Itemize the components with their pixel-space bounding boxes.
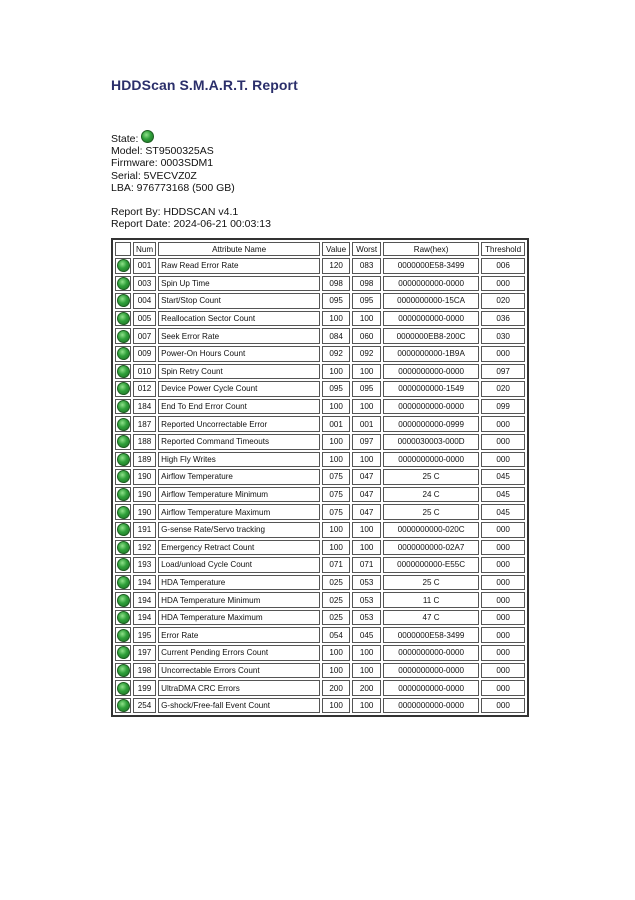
attribute-raw: 0000000000-0000 xyxy=(383,452,479,468)
attribute-worst: 100 xyxy=(352,311,381,327)
attribute-threshold: 000 xyxy=(481,680,525,696)
attribute-raw: 0000000000-0000 xyxy=(383,663,479,679)
table-row xyxy=(115,680,525,696)
attribute-threshold: 000 xyxy=(481,663,525,679)
table-row xyxy=(115,469,525,485)
attribute-value: 120 xyxy=(322,258,350,274)
attribute-raw: 0000000000-E55C xyxy=(383,557,479,573)
green-status-dot-icon xyxy=(117,699,130,712)
green-status-dot-icon xyxy=(117,576,130,589)
attribute-worst: 100 xyxy=(352,698,381,714)
attribute-raw: 11 C xyxy=(383,592,479,608)
attribute-worst: 100 xyxy=(352,645,381,661)
firmware-line: Firmware: 0003SDM1 xyxy=(111,157,214,170)
attribute-threshold: 097 xyxy=(481,364,525,380)
table-row xyxy=(115,487,525,503)
green-status-dot-icon xyxy=(117,629,130,642)
attribute-num: 010 xyxy=(133,364,156,380)
attribute-num: 188 xyxy=(133,434,156,450)
attribute-threshold: 020 xyxy=(481,293,525,309)
attribute-name: Raw Read Error Rate xyxy=(158,258,320,274)
attribute-raw: 0000000000-0000 xyxy=(383,698,479,714)
attribute-name: Load/unload Cycle Count xyxy=(158,557,320,573)
attribute-name: High Fly Writes xyxy=(158,452,320,468)
attribute-worst: 100 xyxy=(352,364,381,380)
attribute-worst: 047 xyxy=(352,469,381,485)
report-by-line: Report By: HDDSCAN v4.1 xyxy=(111,206,239,219)
attribute-name: HDA Temperature xyxy=(158,575,320,591)
table-row xyxy=(115,645,525,661)
table-row xyxy=(115,381,525,397)
table-row xyxy=(115,698,525,714)
attribute-threshold: 000 xyxy=(481,575,525,591)
state-ok-icon xyxy=(141,130,154,143)
attribute-raw: 0000000000-0000 xyxy=(383,680,479,696)
green-status-dot-icon xyxy=(117,382,130,395)
attribute-raw: 0000000EB8-200C xyxy=(383,328,479,344)
attribute-num: 005 xyxy=(133,311,156,327)
attribute-value: 100 xyxy=(322,698,350,714)
green-status-dot-icon xyxy=(117,488,130,501)
attribute-num: 003 xyxy=(133,276,156,292)
attribute-num: 194 xyxy=(133,592,156,608)
attribute-value: 025 xyxy=(322,575,350,591)
header-threshold: Threshold xyxy=(481,242,525,256)
status-cell xyxy=(115,276,131,292)
attribute-name: Spin Retry Count xyxy=(158,364,320,380)
attribute-name: UltraDMA CRC Errors xyxy=(158,680,320,696)
model-line: Model: ST9500325AS xyxy=(111,145,214,158)
green-status-dot-icon xyxy=(117,277,130,290)
attribute-name: Reported Command Timeouts xyxy=(158,434,320,450)
attribute-raw: 0000000000-0000 xyxy=(383,276,479,292)
status-cell xyxy=(115,592,131,608)
attribute-threshold: 000 xyxy=(481,434,525,450)
status-cell xyxy=(115,540,131,556)
table-row xyxy=(115,610,525,626)
attribute-num: 199 xyxy=(133,680,156,696)
attribute-num: 191 xyxy=(133,522,156,538)
attribute-threshold: 099 xyxy=(481,399,525,415)
attribute-name: Device Power Cycle Count xyxy=(158,381,320,397)
green-status-dot-icon xyxy=(117,682,130,695)
attribute-threshold: 045 xyxy=(481,504,525,520)
status-cell xyxy=(115,452,131,468)
attribute-worst: 100 xyxy=(352,399,381,415)
green-status-dot-icon xyxy=(117,523,130,536)
lba-line: LBA: 976773168 (500 GB) xyxy=(111,181,235,194)
attribute-name: Reallocation Sector Count xyxy=(158,311,320,327)
table-row xyxy=(115,504,525,520)
attribute-name: Spin Up Time xyxy=(158,276,320,292)
attribute-threshold: 000 xyxy=(481,416,525,432)
attribute-value: 095 xyxy=(322,381,350,397)
status-cell xyxy=(115,311,131,327)
attribute-num: 007 xyxy=(133,328,156,344)
attribute-raw: 0000000000-1549 xyxy=(383,381,479,397)
header-attribute-name: Attribute Name xyxy=(158,242,320,256)
smart-attributes-table xyxy=(111,238,529,717)
attribute-name: Error Rate xyxy=(158,627,320,643)
attribute-value: 100 xyxy=(322,399,350,415)
status-cell xyxy=(115,364,131,380)
table-row xyxy=(115,346,525,362)
table-row xyxy=(115,627,525,643)
attribute-worst: 053 xyxy=(352,575,381,591)
attribute-name: HDA Temperature Maximum xyxy=(158,610,320,626)
attribute-threshold: 000 xyxy=(481,522,525,538)
attribute-value: 054 xyxy=(322,627,350,643)
attribute-num: 197 xyxy=(133,645,156,661)
attribute-value: 092 xyxy=(322,346,350,362)
header-worst: Worst xyxy=(352,242,381,256)
attribute-worst: 053 xyxy=(352,610,381,626)
attribute-worst: 047 xyxy=(352,487,381,503)
state-line xyxy=(111,130,271,145)
table-row xyxy=(115,258,525,274)
attribute-worst: 200 xyxy=(352,680,381,696)
status-cell xyxy=(115,698,131,714)
attribute-threshold: 000 xyxy=(481,346,525,362)
status-cell xyxy=(115,645,131,661)
status-cell xyxy=(115,557,131,573)
attribute-raw: 0000000E58-3499 xyxy=(383,258,479,274)
green-status-dot-icon xyxy=(117,470,130,483)
green-status-dot-icon xyxy=(117,259,130,272)
attribute-num: 001 xyxy=(133,258,156,274)
attribute-value: 100 xyxy=(322,540,350,556)
status-cell xyxy=(115,434,131,450)
status-cell xyxy=(115,399,131,415)
table-row xyxy=(115,452,525,468)
attribute-value: 075 xyxy=(322,487,350,503)
table-row xyxy=(115,557,525,573)
attribute-name: Airflow Temperature Maximum xyxy=(158,504,320,520)
attribute-raw: 0000000000-0000 xyxy=(383,311,479,327)
green-status-dot-icon xyxy=(117,594,130,607)
attribute-value: 200 xyxy=(322,680,350,696)
attribute-value: 075 xyxy=(322,504,350,520)
attribute-worst: 097 xyxy=(352,434,381,450)
attribute-worst: 047 xyxy=(352,504,381,520)
table-row xyxy=(115,592,525,608)
attribute-worst: 100 xyxy=(352,663,381,679)
green-status-dot-icon xyxy=(117,453,130,466)
table-row xyxy=(115,575,525,591)
attribute-threshold: 045 xyxy=(481,487,525,503)
drive-info xyxy=(111,130,271,230)
green-status-dot-icon xyxy=(117,400,130,413)
attribute-raw: 0000000000-02A7 xyxy=(383,540,479,556)
table-row xyxy=(115,399,525,415)
attribute-threshold: 020 xyxy=(481,381,525,397)
attribute-num: 190 xyxy=(133,487,156,503)
attribute-threshold: 000 xyxy=(481,610,525,626)
serial-line: Serial: 5VECVZ0Z xyxy=(111,169,197,182)
attribute-worst: 092 xyxy=(352,346,381,362)
attribute-raw: 0000000E58-3499 xyxy=(383,627,479,643)
attribute-threshold: 000 xyxy=(481,452,525,468)
attribute-worst: 083 xyxy=(352,258,381,274)
table-row xyxy=(115,364,525,380)
table-row xyxy=(115,293,525,309)
attribute-worst: 060 xyxy=(352,328,381,344)
attribute-worst: 100 xyxy=(352,522,381,538)
attribute-raw: 0000000000-1B9A xyxy=(383,346,479,362)
status-cell xyxy=(115,610,131,626)
green-status-dot-icon xyxy=(117,312,130,325)
attribute-num: 189 xyxy=(133,452,156,468)
status-cell xyxy=(115,328,131,344)
attribute-name: Airflow Temperature Minimum xyxy=(158,487,320,503)
green-status-dot-icon xyxy=(117,664,130,677)
status-cell xyxy=(115,663,131,679)
attribute-name: G-sense Rate/Servo tracking xyxy=(158,522,320,538)
attribute-value: 001 xyxy=(322,416,350,432)
attribute-worst: 095 xyxy=(352,381,381,397)
green-status-dot-icon xyxy=(117,558,130,571)
green-status-dot-icon xyxy=(117,365,130,378)
attribute-num: 012 xyxy=(133,381,156,397)
attribute-value: 100 xyxy=(322,452,350,468)
attribute-raw: 0000000000-0000 xyxy=(383,364,479,380)
attribute-worst: 100 xyxy=(352,540,381,556)
attribute-raw: 47 C xyxy=(383,610,479,626)
attribute-num: 194 xyxy=(133,610,156,626)
table-row xyxy=(115,434,525,450)
attribute-value: 095 xyxy=(322,293,350,309)
status-cell xyxy=(115,469,131,485)
attribute-name: Seek Error Rate xyxy=(158,328,320,344)
attribute-threshold: 045 xyxy=(481,469,525,485)
attribute-name: Emergency Retract Count xyxy=(158,540,320,556)
attribute-num: 004 xyxy=(133,293,156,309)
table-row xyxy=(115,663,525,679)
attribute-raw: 25 C xyxy=(383,504,479,520)
attribute-value: 100 xyxy=(322,645,350,661)
attribute-value: 100 xyxy=(322,364,350,380)
attribute-value: 100 xyxy=(322,311,350,327)
header-num: Num xyxy=(133,242,156,256)
attribute-worst: 001 xyxy=(352,416,381,432)
attribute-num: 190 xyxy=(133,504,156,520)
attribute-threshold: 000 xyxy=(481,592,525,608)
attribute-value: 025 xyxy=(322,592,350,608)
attribute-threshold: 000 xyxy=(481,557,525,573)
attribute-raw: 0000030003-000D xyxy=(383,434,479,450)
green-status-dot-icon xyxy=(117,347,130,360)
table-row xyxy=(115,328,525,344)
green-status-dot-icon xyxy=(117,435,130,448)
attribute-num: 009 xyxy=(133,346,156,362)
attribute-threshold: 006 xyxy=(481,258,525,274)
attribute-raw: 0000000000-0999 xyxy=(383,416,479,432)
status-cell xyxy=(115,575,131,591)
attribute-num: 184 xyxy=(133,399,156,415)
attribute-threshold: 030 xyxy=(481,328,525,344)
green-status-dot-icon xyxy=(117,646,130,659)
status-cell xyxy=(115,522,131,538)
attribute-raw: 25 C xyxy=(383,575,479,591)
attribute-num: 195 xyxy=(133,627,156,643)
status-cell xyxy=(115,346,131,362)
attribute-name: Reported Uncorrectable Error xyxy=(158,416,320,432)
attribute-name: G-shock/Free-fall Event Count xyxy=(158,698,320,714)
attribute-name: HDA Temperature Minimum xyxy=(158,592,320,608)
status-cell xyxy=(115,258,131,274)
attribute-threshold: 036 xyxy=(481,311,525,327)
attribute-raw: 24 C xyxy=(383,487,479,503)
status-cell xyxy=(115,680,131,696)
attribute-raw: 0000000000-15CA xyxy=(383,293,479,309)
attribute-value: 098 xyxy=(322,276,350,292)
status-cell xyxy=(115,487,131,503)
attribute-name: Airflow Temperature xyxy=(158,469,320,485)
green-status-dot-icon xyxy=(117,506,130,519)
state-label: State: xyxy=(111,133,139,145)
attribute-raw: 25 C xyxy=(383,469,479,485)
status-cell xyxy=(115,627,131,643)
table-row xyxy=(115,540,525,556)
table-body xyxy=(115,258,525,713)
attribute-num: 254 xyxy=(133,698,156,714)
attribute-worst: 095 xyxy=(352,293,381,309)
attribute-name: Current Pending Errors Count xyxy=(158,645,320,661)
status-cell xyxy=(115,416,131,432)
attribute-threshold: 000 xyxy=(481,645,525,661)
attribute-num: 190 xyxy=(133,469,156,485)
status-cell xyxy=(115,504,131,520)
report-title: HDDScan S.M.A.R.T. Report xyxy=(111,77,298,93)
attribute-name: Start/Stop Count xyxy=(158,293,320,309)
table-row xyxy=(115,276,525,292)
attribute-num: 187 xyxy=(133,416,156,432)
attribute-value: 100 xyxy=(322,434,350,450)
attribute-num: 192 xyxy=(133,540,156,556)
attribute-raw: 0000000000-0000 xyxy=(383,399,479,415)
attribute-num: 194 xyxy=(133,575,156,591)
attribute-threshold: 000 xyxy=(481,698,525,714)
attribute-worst: 053 xyxy=(352,592,381,608)
table-row xyxy=(115,311,525,327)
attribute-value: 084 xyxy=(322,328,350,344)
attribute-worst: 100 xyxy=(352,452,381,468)
table-row xyxy=(115,416,525,432)
attribute-threshold: 000 xyxy=(481,627,525,643)
attribute-raw: 0000000000-020C xyxy=(383,522,479,538)
green-status-dot-icon xyxy=(117,294,130,307)
attribute-num: 198 xyxy=(133,663,156,679)
green-status-dot-icon xyxy=(117,541,130,554)
attribute-name: Power-On Hours Count xyxy=(158,346,320,362)
status-cell xyxy=(115,293,131,309)
green-status-dot-icon xyxy=(117,418,130,431)
header-raw-hex: Raw(hex) xyxy=(383,242,479,256)
report-date-line: Report Date: 2024-06-21 00:03:13 xyxy=(111,218,271,231)
green-status-dot-icon xyxy=(117,330,130,343)
table-header-row xyxy=(115,242,525,256)
status-cell xyxy=(115,381,131,397)
attribute-num: 193 xyxy=(133,557,156,573)
attribute-threshold: 000 xyxy=(481,540,525,556)
attribute-value: 075 xyxy=(322,469,350,485)
attribute-value: 100 xyxy=(322,663,350,679)
attribute-worst: 045 xyxy=(352,627,381,643)
attribute-value: 025 xyxy=(322,610,350,626)
attribute-value: 071 xyxy=(322,557,350,573)
header-value: Value xyxy=(322,242,350,256)
header-status xyxy=(115,242,131,256)
green-status-dot-icon xyxy=(117,611,130,624)
attribute-threshold: 000 xyxy=(481,276,525,292)
attribute-worst: 098 xyxy=(352,276,381,292)
attribute-name: End To End Error Count xyxy=(158,399,320,415)
table-row xyxy=(115,522,525,538)
attribute-raw: 0000000000-0000 xyxy=(383,645,479,661)
attribute-name: Uncorrectable Errors Count xyxy=(158,663,320,679)
attribute-worst: 071 xyxy=(352,557,381,573)
attribute-value: 100 xyxy=(322,522,350,538)
